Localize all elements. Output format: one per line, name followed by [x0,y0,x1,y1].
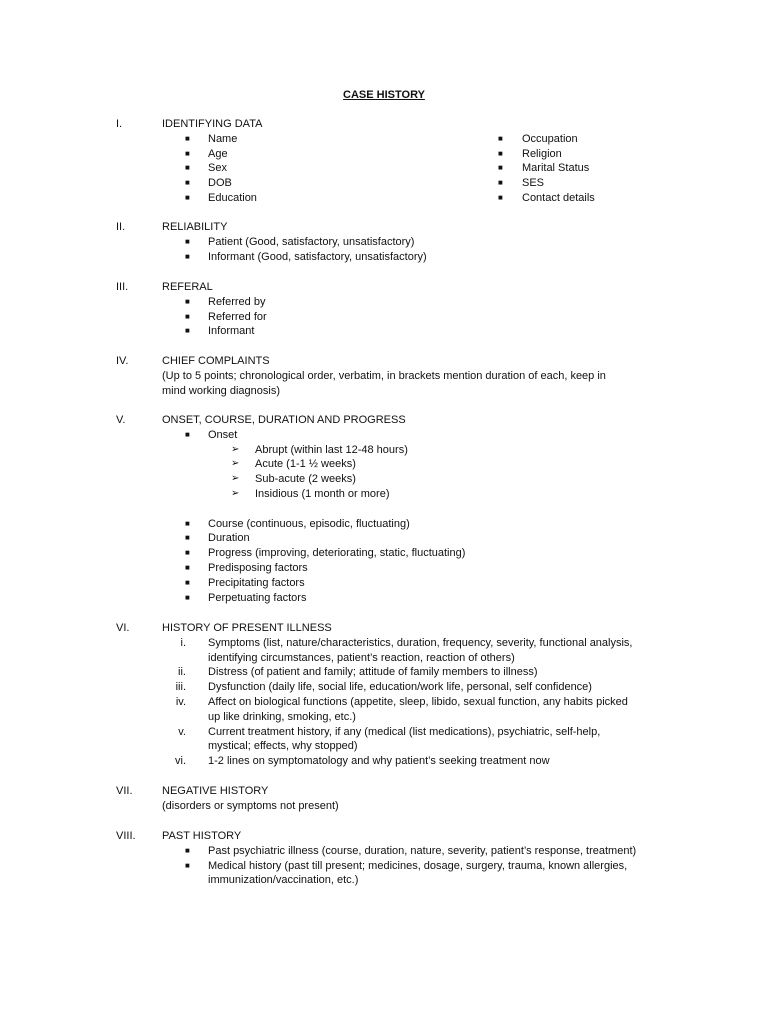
bullet-icon: ■ [185,533,190,543]
section-numeral: V. [116,414,126,426]
bullet-icon: ■ [185,577,190,587]
bullet-icon: ■ [185,326,190,336]
bullet-icon: ■ [185,178,190,188]
section-onset [0,413,768,605]
section-referal [0,280,768,339]
bullet-icon: ■ [185,429,190,439]
list-item: ■ Onset [185,428,238,441]
bullet-icon: ■ [185,148,190,158]
bullet-icon: ■ [498,163,503,173]
list-item: ■ Patient (Good, satisfactory, unsatisfactory) [185,235,415,248]
section-numeral: III. [116,281,129,293]
section-numeral: I. [116,118,123,130]
list-item: vi. 1-2 lines on symptomatology and why patient’s seeking treatment now [0,754,768,769]
section-heading: NEGATIVE HISTORY [162,785,269,797]
arrow-bullet-icon: ➢ [231,473,240,485]
list-item: ■ Medical history (past till present; medicines, dosage, surgery, trauma, known allergies, [185,859,628,872]
bullet-icon: ■ [185,192,190,202]
bullet-icon: ■ [185,311,190,321]
section-identifying-data [0,117,768,206]
list-item: ■ Referred for [185,310,267,323]
section-reliability [0,220,768,264]
list-item: ■ Predisposing factors [185,561,308,574]
bullet-icon: ■ [185,845,190,855]
list-item: ■ Precipitating factors [185,576,305,589]
list-item: ■ Course (continuous, episodic, fluctuating) [185,517,410,530]
list-item: ii. Distress (of patient and family; attitude of family members to illness) [0,665,768,680]
section-text: (disorders or symptoms not present) [162,799,339,812]
section-heading: PAST HISTORY [162,830,242,842]
bullet-icon: ■ [498,133,503,143]
section-chief-complaints [0,354,768,398]
list-item: v. Current treatment history, if any (medical (list medications), psychiatric, self-help, [0,725,768,740]
list-item: iv. Affect on biological functions (appetite, sleep, libido, sexual function, any habits picked [0,695,768,710]
list-item: ■ Referred by [185,295,266,308]
list-item: ➢ Abrupt (within last 12-48 hours) [231,443,408,456]
list-number: ii. [178,666,186,679]
list-number: vi. [175,755,186,768]
arrow-bullet-icon: ➢ [231,458,240,470]
list-number: iii. [175,681,186,694]
bullet-icon: ■ [185,133,190,143]
bullet-icon: ■ [185,251,190,261]
list-item: ■ Education ■ Contact details [185,191,595,204]
list-number: i. [180,636,186,649]
section-heading: CHIEF COMPLAINTS [162,355,270,367]
list-item: ➢ Sub-acute (2 weeks) [231,473,356,486]
list-item: ■ DOB ■ SES [185,177,545,190]
bullet-icon: ■ [185,860,190,870]
section-numeral: II. [116,221,126,233]
bullet-icon: ■ [185,236,190,246]
bullet-icon: ■ [498,192,503,202]
arrow-bullet-icon: ➢ [231,443,240,455]
bullet-icon: ■ [185,518,190,528]
list-item: iii. Dysfunction (daily life, social life, education/work life, personal, self confidence) [0,680,768,695]
list-item: ■ Informant [185,325,255,338]
section-heading: REFERAL [162,281,213,293]
bullet-icon: ■ [185,548,190,558]
list-item: ➢ Insidious (1 month or more) [231,487,390,500]
list-number: iv. [175,695,186,708]
bullet-icon: ■ [185,562,190,572]
section-numeral: IV. [116,355,129,367]
list-item: ■ Past psychiatric illness (course, duration, nature, severity, patient’s response, treatment) [185,844,637,857]
section-numeral: VIII. [116,830,136,842]
section-text: (Up to 5 points; chronological order, verbatim, in brackets mention duration of each, keep in [162,369,606,382]
list-item: ■ Duration [185,532,250,545]
section-present-illness: VI. HISTORY OF PRESENT ILLNESS i. Symptoms (list, nature/characteristics, duration, frequency, severity, functional analysis, identifying circumstances, patient’s reaction, reaction of others) ii. Distress (of patient and family; attitude of family members to illness) iii. Dysfunction (daily life, social life, education/work life, personal, self confidence) iv. Affect on biological functions (appetite, sleep, libido, sexual function, any habits picked up like drinking, smoking, etc.) v. Current treatment history, if any (medical (list medications), psychiatric, self-help, mystical; effects, why stopped) vi. 1-2 lines on symptomatology and why patient’s seeking treatment now [0,621,768,769]
bullet-icon: ■ [185,296,190,306]
arrow-bullet-icon: ➢ [231,487,240,499]
list-item: ■ Age ■ Religion [185,147,562,160]
bullet-icon: ■ [498,178,503,188]
bullet-icon: ■ [498,148,503,158]
list-item: ■ Name ■ Occupation [185,132,578,145]
section-past-history: VIII. PAST HISTORY ■ Past psychiatric illness (course, duration, nature, severity, patient’s response, treatment) ■ Medical history (past till present; medicines, dosage, surgery, trauma, known allergies, immunization/vaccination, etc.) [0,829,768,888]
list-item: ■ Informant (Good, satisfactory, unsatisfactory) [185,250,427,263]
section-heading: ONSET, COURSE, DURATION AND PROGRESS [162,414,406,426]
list-item: i. Symptoms (list, nature/characteristics, duration, frequency, severity, functional analysis, [0,636,768,651]
list-item: ■ Sex ■ Marital Status [185,162,590,175]
document-title: CASE HISTORY [343,89,425,101]
section-text: mind working diagnosis) [162,384,280,397]
section-negative-history [0,784,768,814]
list-number: v. [178,725,186,738]
list-item: ➢ Acute (1-1 ½ weeks) [231,458,356,471]
section-numeral: VII. [116,785,133,797]
bullet-icon: ■ [185,592,190,602]
list-item: ■ Progress (improving, deteriorating, static, fluctuating) [185,547,466,560]
section-heading: RELIABILITY [162,221,228,233]
section-heading: IDENTIFYING DATA [162,118,263,130]
bullet-icon: ■ [185,163,190,173]
list-item: ■ Perpetuating factors [185,591,307,604]
section-numeral: VI. [116,622,130,634]
section-heading: HISTORY OF PRESENT ILLNESS [162,622,332,634]
